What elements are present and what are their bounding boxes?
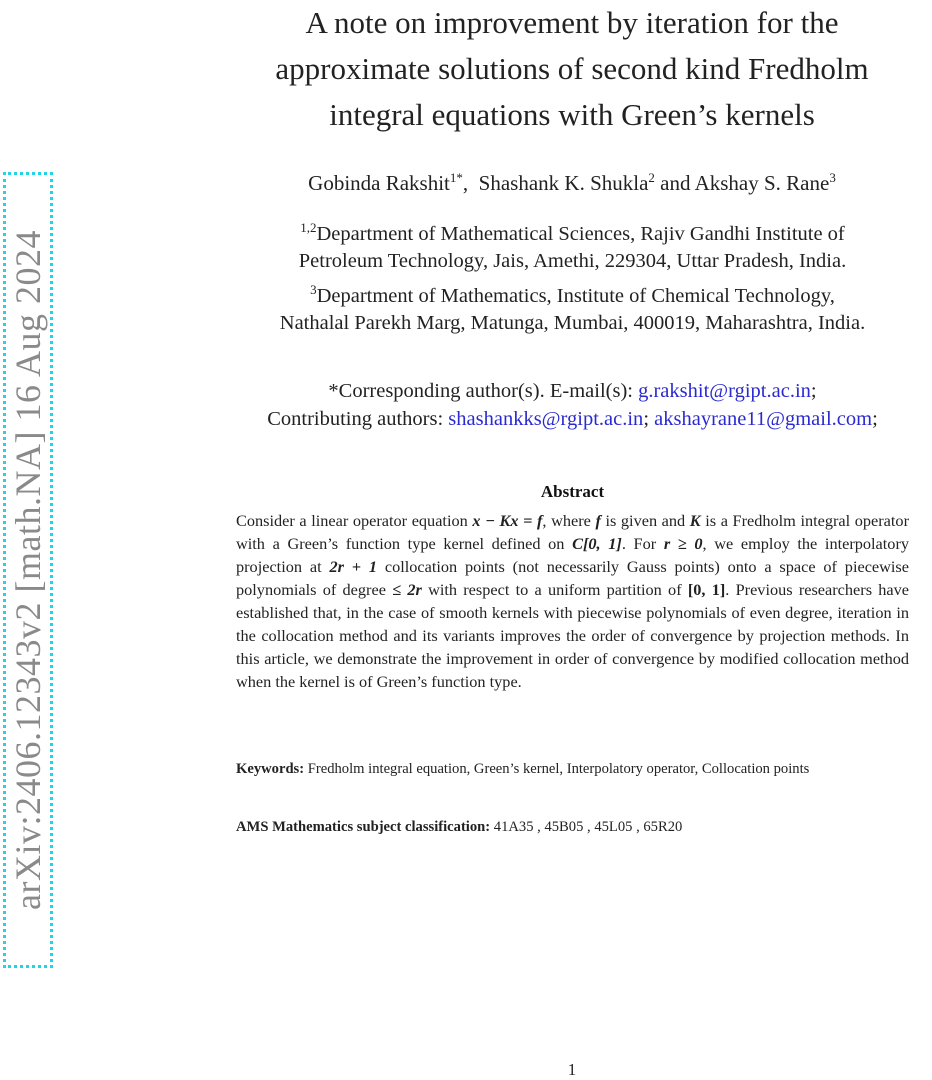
separator: ; xyxy=(810,380,817,402)
math-expression: f xyxy=(595,511,601,530)
math-expression: r ≥ 0 xyxy=(663,534,703,553)
contributing-label: Contributing authors: xyxy=(267,408,444,430)
ams-codes: 41A35 , 45B05 , 45L05 , 65R20 xyxy=(490,819,683,835)
math-expression: K xyxy=(689,511,701,530)
author-affil-marker: 2 xyxy=(648,170,655,185)
author-name: Shashank K. Shukla xyxy=(478,171,649,195)
author-affil-marker: 1* xyxy=(449,170,463,185)
separator: , xyxy=(462,171,469,195)
math-expression: C[0, 1] xyxy=(572,534,622,553)
separator: ; xyxy=(643,408,650,430)
keywords xyxy=(236,760,909,780)
email-link[interactable]: g.rakshit@rgipt.ac.in xyxy=(638,380,811,402)
ams-classification xyxy=(236,819,909,836)
keywords-label: Keywords: xyxy=(236,761,305,777)
author-affil-marker: 3 xyxy=(829,170,836,185)
title-line: integral equations with Green’s kernels xyxy=(329,97,815,132)
abstract-text: Consider a linear operator equation xyxy=(236,511,473,530)
affil-marker: 3 xyxy=(310,281,317,297)
math-expression: x − Kx = f xyxy=(472,511,543,530)
author-list xyxy=(215,170,929,196)
abstract-text: with respect to a uniform partition of xyxy=(421,580,688,599)
email-link[interactable]: akshayrane11@gmail.com xyxy=(654,408,873,430)
arxiv-stamp xyxy=(3,172,53,968)
abstract-text: collocation points (not necessarily Gauss points) onto a space of piecewise polynomials of degree xyxy=(236,557,909,599)
keywords-text: Fredholm integral equation, Green’s kernel, Interpolatory operator, Collocation points xyxy=(304,761,810,777)
ams-label: AMS Mathematics subject classification: xyxy=(236,819,491,835)
separator: ; xyxy=(872,408,878,430)
abstract-text: . Previous researchers have established that, in the case of smooth kernels with piecewise polynomials of even degree, iteration in the collocation method and its variants improves the order of convergence by projection methods. In this article, we demonstrate the improvement in order of convergence by modified collocation method when the kernel is of Green’s function type. xyxy=(236,580,910,691)
separator: and xyxy=(660,171,691,195)
abstract-heading: Abstract xyxy=(540,482,605,501)
abstract-text: , we employ the interpolatory projection at xyxy=(236,534,910,576)
math-expression: [0, 1] xyxy=(687,580,726,599)
math-expression: 2r + 1 xyxy=(329,557,378,576)
affiliation-text: Petroleum Technology, Jais, Amethi, 229304, Uttar Pradesh, India. xyxy=(298,250,847,273)
author-name: Akshay S. Rane xyxy=(694,171,830,195)
author-name: Gobinda Rakshit xyxy=(308,171,450,195)
corresponding-label: *Corresponding author(s). E-mail(s): xyxy=(328,380,633,402)
abstract-text: , where xyxy=(542,511,596,530)
abstract-text: . For xyxy=(621,534,664,553)
affiliation-text: Department of Mathematics, Institute of Chemical Technology, xyxy=(316,284,835,307)
title-line: approximate solutions of second kind Fredholm xyxy=(275,51,869,86)
page-number: 1 xyxy=(567,1060,577,1079)
affiliations xyxy=(205,214,932,338)
affil-marker: 1,2 xyxy=(300,220,317,235)
correspondence xyxy=(205,377,932,433)
affiliation-text: Department of Mathematical Sciences, Rajiv Gandhi Institute of xyxy=(316,222,845,245)
abstract-body xyxy=(236,509,909,693)
affiliation-text: Nathalal Parekh Marg, Matunga, Mumbai, 400019, Maharashtra, India. xyxy=(279,312,866,335)
abstract-text: is a Fredholm integral operator with a Green’s function type kernel defined on xyxy=(236,511,909,553)
title-line: A note on improvement by iteration for the xyxy=(305,5,839,40)
paper-title xyxy=(215,0,929,138)
email-link[interactable]: shashankks@rgipt.ac.in xyxy=(448,408,644,430)
abstract-text: is given and xyxy=(600,511,690,530)
arxiv-identifier: arXiv:2406.12343v2 [math.NA] 16 Aug 2024 xyxy=(8,230,48,910)
math-expression: ≤ 2r xyxy=(392,580,422,599)
